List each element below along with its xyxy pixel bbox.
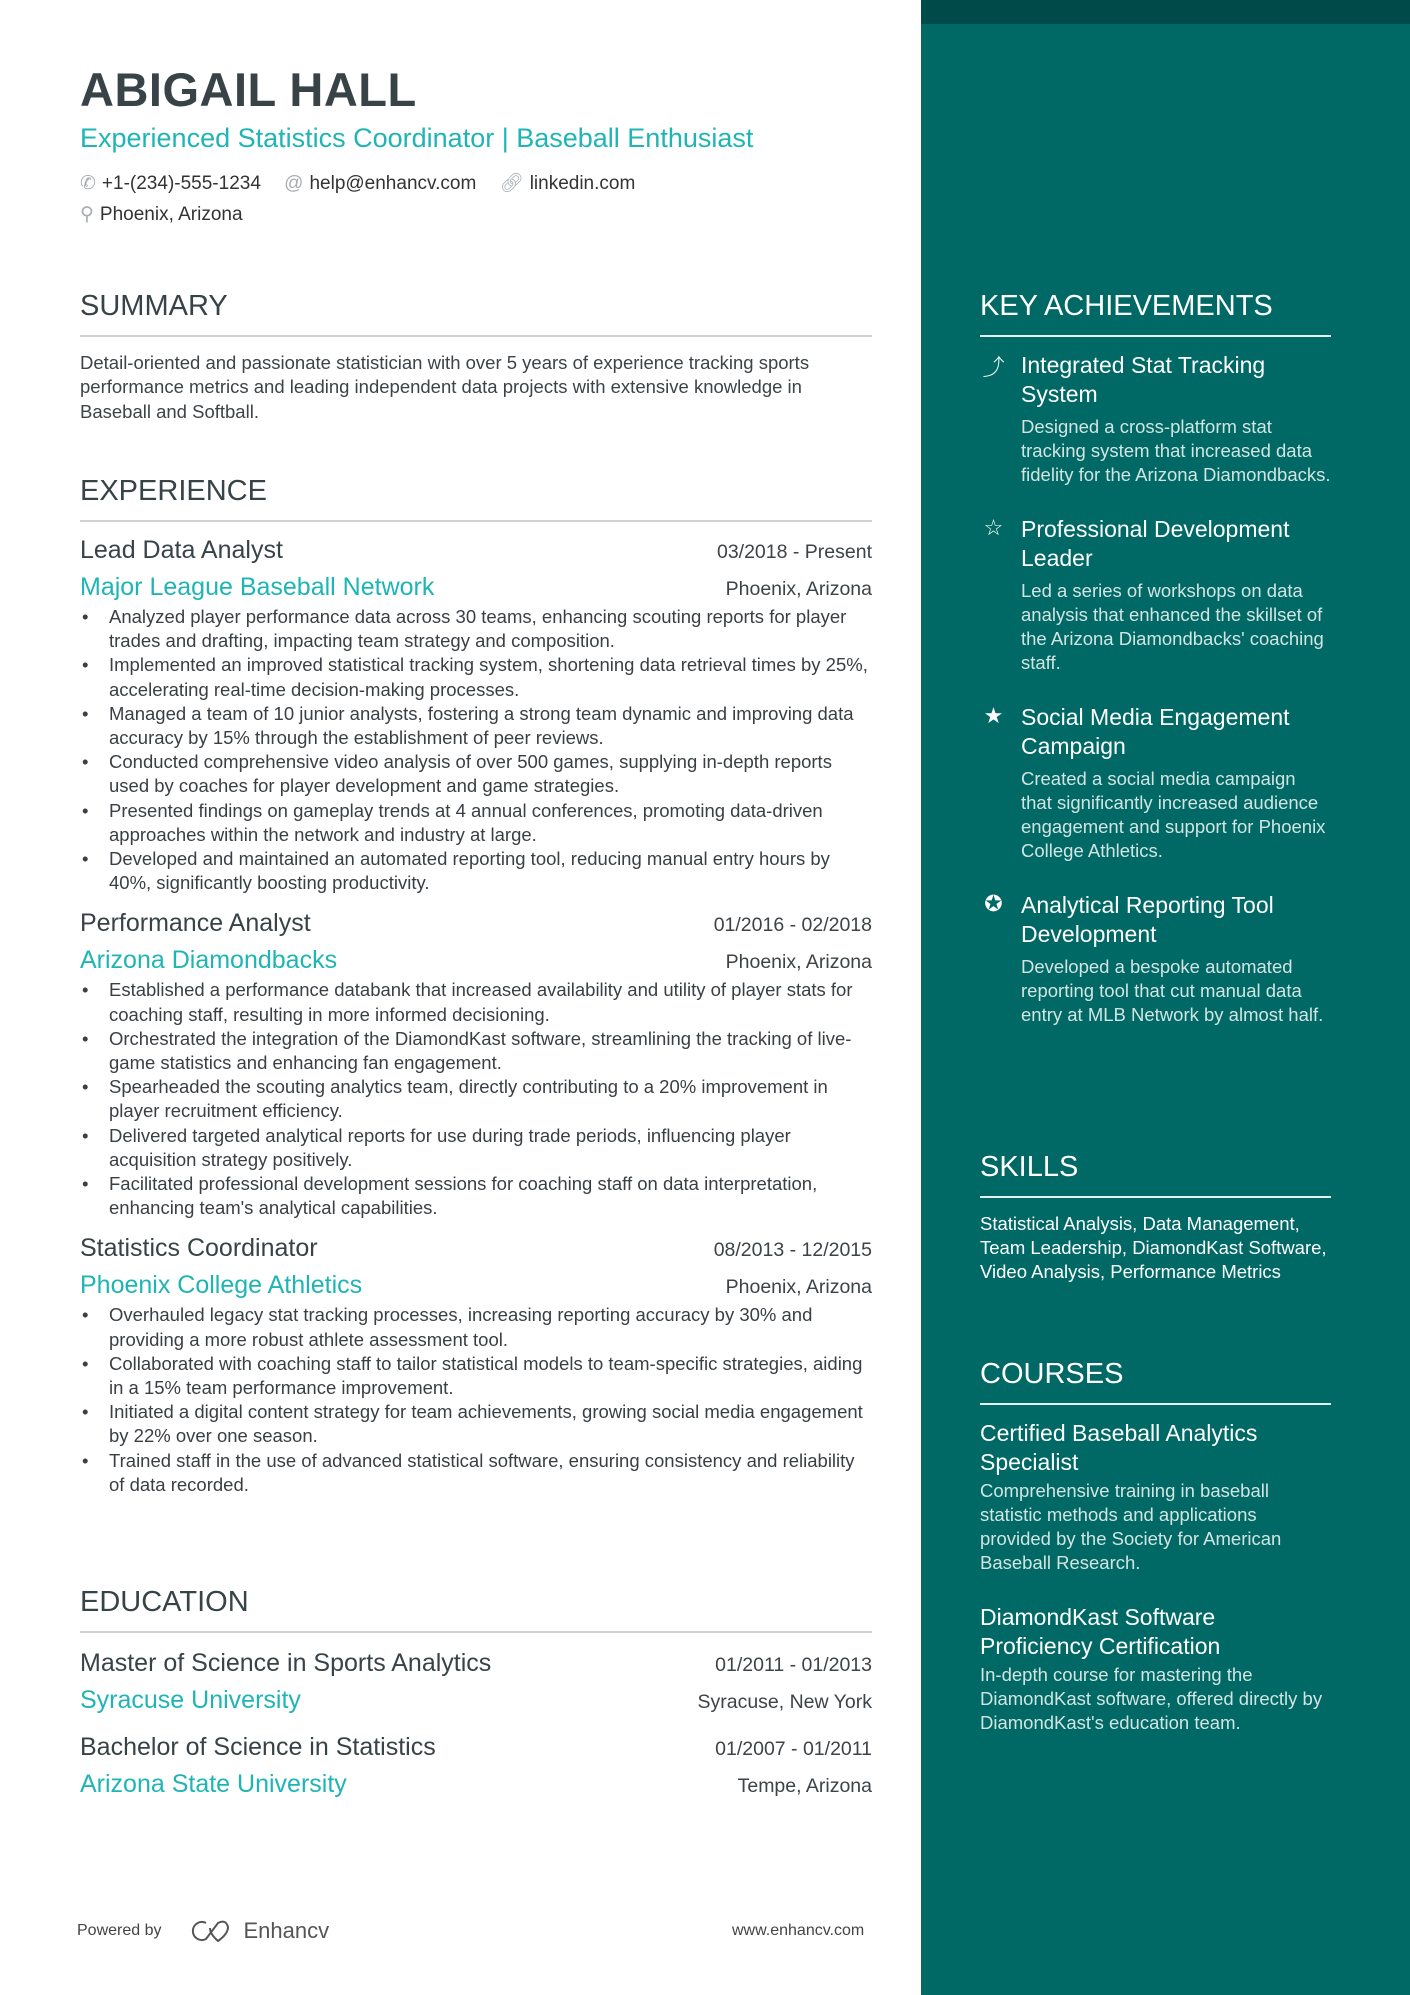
skills-section — [980, 1151, 1331, 1284]
achievement-item — [980, 351, 1331, 487]
achievement-item — [980, 891, 1331, 1027]
location-pin-icon: ⚲ — [80, 204, 94, 225]
job-bullets — [80, 978, 872, 1220]
email[interactable]: help@enhancv.com — [309, 173, 477, 194]
job-bullet: • Implemented an improved statistical tracking system, shortening data retrieval times by 25%, accelerating real-time decision-making processes. — [80, 653, 872, 701]
job-bullets — [80, 1303, 872, 1497]
company-name: Arizona Diamondbacks — [80, 946, 338, 975]
edu-location: Tempe, Arizona — [737, 1775, 872, 1797]
footer-brand — [77, 1918, 329, 1944]
enhancv-logo-icon — [188, 1918, 234, 1944]
job-bullet: • Managed a team of 10 junior analysts, fostering a strong team dynamic and improving data accuracy by 15% through the establishment of peer reviews. — [80, 702, 872, 750]
phone: +1-(234)-555-1234 — [101, 173, 261, 194]
course-item — [980, 1419, 1331, 1575]
job-dates: 08/2013 - 12/2015 — [713, 1239, 872, 1262]
job-bullet: • Delivered targeted analytical reports for use during trade periods, influencing player acquisition strategy positively. — [80, 1124, 872, 1172]
summary-heading: SUMMARY — [80, 290, 872, 337]
candidate-name: ABIGAIL HALL — [80, 63, 417, 116]
company-name: Major League Baseball Network — [80, 573, 435, 601]
job-bullet: • Analyzed player performance data across 30 teams, enhancing scouting reports for player trades and drafting, impacting team strategy and composition. — [80, 605, 872, 653]
course-item — [980, 1603, 1331, 1735]
job-bullet: • Initiated a digital content strategy for team achievements, growing social media engagement by 22% over one season. — [80, 1400, 872, 1448]
link-icon: 🔗︎ — [499, 173, 524, 194]
job-bullet: • Conducted comprehensive video analysis of over 500 games, supplying in-depth reports used by coaches for player development and game strategies. — [80, 750, 872, 798]
education-section — [80, 1586, 872, 1817]
job-bullet: • Established a performance databank that increased availability and utility of player stats for coaching staff, resulting in more informed decisioning. — [80, 978, 872, 1026]
phone-icon: ✆ — [80, 173, 96, 194]
job-bullet: • Overhauled legacy stat tracking processes, increasing reporting accuracy by 30% and providing a more robust athlete assessment tool. — [80, 1303, 872, 1351]
achievement-item — [980, 703, 1331, 863]
job-bullet: • Presented findings on gameplay trends at 4 annual conferences, promoting data-driven approaches within the network and industry at large. — [80, 799, 872, 847]
skills-heading: SKILLS — [980, 1151, 1331, 1198]
achievements-section — [980, 290, 1331, 1055]
achievement-title: Analytical Reporting Tool Development — [1021, 892, 1274, 947]
location: Phoenix, Arizona — [99, 204, 243, 225]
job-bullet: • Trained staff in the use of advanced statistical software, ensuring consistency and reliability of data recorded. — [80, 1449, 872, 1497]
job-location: Phoenix, Arizona — [725, 951, 872, 974]
job-dates: 03/2018 - Present — [716, 541, 872, 563]
courses-section — [980, 1358, 1331, 1763]
job-bullet: • Facilitated professional development sessions for coaching staff on data interpretation, enhancing team's analytical capabilities. — [80, 1172, 872, 1220]
summary-section — [80, 290, 872, 424]
degree: Master of Science in Sports Analytics — [80, 1649, 492, 1677]
experience-section — [80, 475, 872, 1511]
brand-name: Enhancv — [243, 1918, 330, 1943]
achievement-text: Developed a bespoke automated reporting tool that cut manual data entry at MLB Network by almost half. — [1021, 956, 1324, 1025]
courses-heading: COURSES — [980, 1358, 1331, 1405]
job-bullets — [80, 605, 872, 895]
edu-dates: 01/2007 - 01/2011 — [715, 1738, 872, 1760]
job-bullet: • Developed and maintained an automated reporting tool, reducing manual entry hours by 40%, significantly boosting productivity. — [80, 847, 872, 895]
course-title: DiamondKast Software Proficiency Certification — [980, 1604, 1221, 1659]
achievement-item — [980, 515, 1331, 675]
job-bullet: • Spearheaded the scouting analytics team, directly contributing to a 20% improvement in player recruitment efficiency. — [80, 1075, 872, 1123]
job-title: Statistics Coordinator — [80, 1234, 318, 1263]
achievement-title: Integrated Stat Tracking System — [1021, 352, 1266, 407]
job-bullet: • Orchestrated the integration of the DiamondKast software, streamlining the tracking of live-game statistics and enhancing fan engagement. — [80, 1027, 872, 1075]
job-entry — [80, 1234, 872, 1497]
achievement-text: Created a social media campaign that significantly increased audience engagement and support for Phoenix College Athletics. — [1021, 768, 1326, 861]
edu-location: Syracuse, New York — [697, 1691, 872, 1713]
contact-info — [80, 168, 880, 230]
company-name: Phoenix College Athletics — [80, 1271, 363, 1300]
skills-text: Statistical Analysis, Data Management, Team Leadership, DiamondKast Software, Video Analysis, Performance Metrics — [980, 1213, 1327, 1282]
education-entry — [80, 1733, 872, 1799]
job-bullet: • Collaborated with coaching staff to tailor statistical models to team-specific strategies, aiding in a 15% team performance improvement. — [80, 1352, 872, 1400]
job-location: Phoenix, Arizona — [725, 578, 872, 600]
powered-by: Powered by — [77, 1922, 162, 1939]
experience-heading: EXPERIENCE — [80, 475, 872, 522]
job-title: Lead Data Analyst — [80, 536, 283, 564]
edu-dates: 01/2011 - 01/2013 — [715, 1654, 872, 1676]
course-text: In-depth course for mastering the DiamondKast software, offered directly by DiamondKast's education team. — [980, 1664, 1323, 1733]
job-dates: 01/2016 - 02/2018 — [713, 914, 872, 937]
school-name: Arizona State University — [80, 1770, 347, 1798]
job-entry — [80, 909, 872, 1220]
job-location: Phoenix, Arizona — [725, 1276, 872, 1299]
sidebar-top-band — [921, 0, 1410, 24]
education-heading: EDUCATION — [80, 1586, 872, 1633]
achievement-text: Designed a cross-platform stat tracking system that increased data fidelity for the Arizona Diamondbacks. — [1021, 416, 1331, 485]
linkedin-link[interactable]: linkedin.com — [529, 173, 636, 194]
at-icon: @ — [284, 173, 304, 194]
candidate-title: Experienced Statistics Coordinator | Baseball Enthusiast — [80, 123, 754, 153]
achievement-title: Professional Development Leader — [1021, 516, 1290, 571]
education-entry — [80, 1649, 872, 1715]
star-icon: ☆ — [983, 515, 1004, 540]
course-title: Certified Baseball Analytics Specialist — [980, 1420, 1258, 1475]
course-text: Comprehensive training in baseball statistic methods and applications provided by the Society for American Baseball Research. — [980, 1480, 1282, 1573]
tactics-icon: ⤴ — [982, 355, 1005, 380]
footer-url[interactable]: www.enhancv.com — [732, 1922, 865, 1939]
achievement-title: Social Media Engagement Campaign — [1021, 704, 1290, 759]
summary-text: Detail-oriented and passionate statistician with over 5 years of experience tracking sports performance metrics and leading independent data projects with extensive knowledge in Baseball and Softball. — [80, 352, 810, 422]
job-entry — [80, 536, 872, 895]
achievements-heading: KEY ACHIEVEMENTS — [980, 290, 1331, 337]
school-name: Syracuse University — [80, 1686, 301, 1714]
header — [80, 62, 880, 230]
degree: Bachelor of Science in Statistics — [80, 1733, 436, 1761]
job-title: Performance Analyst — [80, 909, 311, 938]
star-half-icon: ★ — [983, 703, 1004, 728]
achievement-text: Led a series of workshops on data analysis that enhanced the skillset of the Arizona Diamondbacks' coaching staff. — [1021, 580, 1324, 673]
award-icon: ✪ — [984, 891, 1003, 916]
